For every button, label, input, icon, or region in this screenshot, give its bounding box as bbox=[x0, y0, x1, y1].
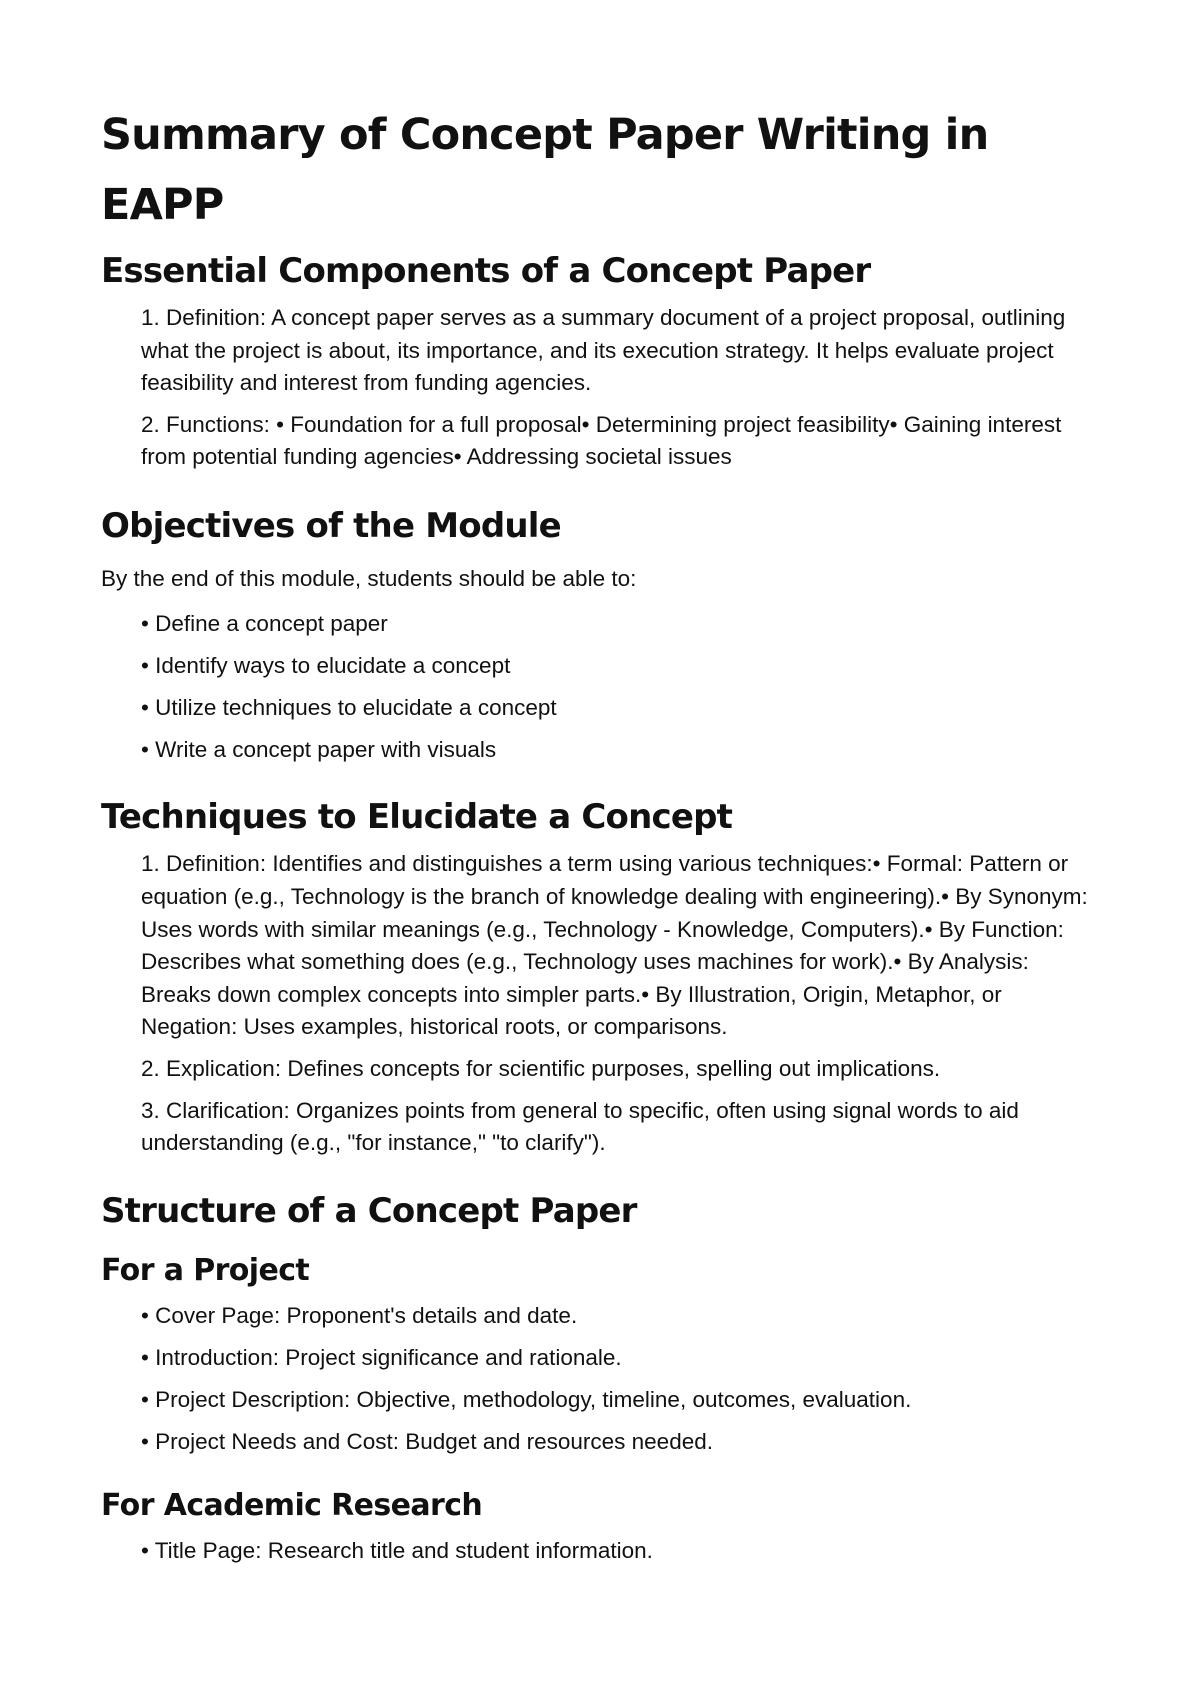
list-item: • Cover Page: Proponent's details and date. bbox=[141, 1302, 578, 1328]
section-objectives bbox=[101, 501, 1092, 766]
section-techniques bbox=[101, 792, 1092, 1159]
list-item: 1. Definition: A concept paper serves as a summary document of a project proposal, outlining what the project is about, its importance, and its execution strategy. It helps evaluate project feasibility and interest from funding agencies. bbox=[141, 305, 1066, 396]
numbered-list bbox=[101, 302, 1092, 474]
section-heading: Essential Components of a Concept Paper bbox=[101, 251, 871, 291]
list-item: 3. Clarification: Organizes points from general to specific, often using signal words to aid understanding (e.g., "for instance," "to clarify"). bbox=[141, 1097, 1019, 1156]
list-item: 1. Definition: Identifies and distinguishes a term using various techniques:• Formal: Pattern or equation (e.g., Technology is the branch of knowledge dealing with engineering).• By Synonym: Uses words with similar meanings (e.g., Technology - Knowledge, Computers).• By Function: Describes what something does (e.g., Technology uses machines for work).• By Analysis: Breaks down complex concepts into simpler parts.• By Illustration, Origin, Metaphor, or Negation: Uses examples, historical roots, or comparisons. bbox=[141, 851, 1088, 1040]
list-item: • Write a concept paper with visuals bbox=[141, 736, 497, 762]
list-item: 2. Explication: Defines concepts for scientific purposes, spelling out implications. bbox=[141, 1056, 941, 1081]
section-heading: Structure of a Concept Paper bbox=[101, 1190, 637, 1231]
numbered-list bbox=[101, 848, 1092, 1159]
section-heading: Objectives of the Module bbox=[101, 505, 561, 546]
page-title: Summary of Concept Paper Writing in EAPP bbox=[101, 110, 989, 230]
subsection-heading: For a Project bbox=[101, 1252, 310, 1288]
list-item: • Define a concept paper bbox=[141, 610, 388, 636]
list-item: • Introduction: Project significance and rationale. bbox=[141, 1344, 622, 1370]
section-heading: Techniques to Elucidate a Concept bbox=[101, 797, 733, 838]
list-item: • Title Page: Research title and student information. bbox=[141, 1537, 653, 1563]
bullet-list bbox=[101, 1300, 1092, 1459]
subsection-academic-research bbox=[101, 1483, 1092, 1568]
list-item: • Project Description: Objective, methodology, timeline, outcomes, evaluation. bbox=[141, 1386, 912, 1412]
bullet-list bbox=[101, 608, 1092, 767]
list-item: 2. Functions: • Foundation for a full proposal• Determining project feasibility• Gaining interest from potential funding agencies• Addressing societal issues bbox=[141, 411, 1062, 470]
list-item: • Identify ways to elucidate a concept bbox=[141, 652, 511, 678]
section-structure bbox=[101, 1186, 1092, 1567]
list-item: • Project Needs and Cost: Budget and resources needed. bbox=[141, 1429, 713, 1455]
section-intro: By the end of this module, students should be able to: bbox=[101, 565, 637, 591]
list-item: • Utilize techniques to elucidate a concept bbox=[141, 694, 557, 720]
bullet-list bbox=[101, 1535, 1092, 1568]
subsection-heading: For Academic Research bbox=[101, 1487, 483, 1523]
subsection-project bbox=[101, 1248, 1092, 1459]
section-essential-components bbox=[101, 246, 1092, 474]
